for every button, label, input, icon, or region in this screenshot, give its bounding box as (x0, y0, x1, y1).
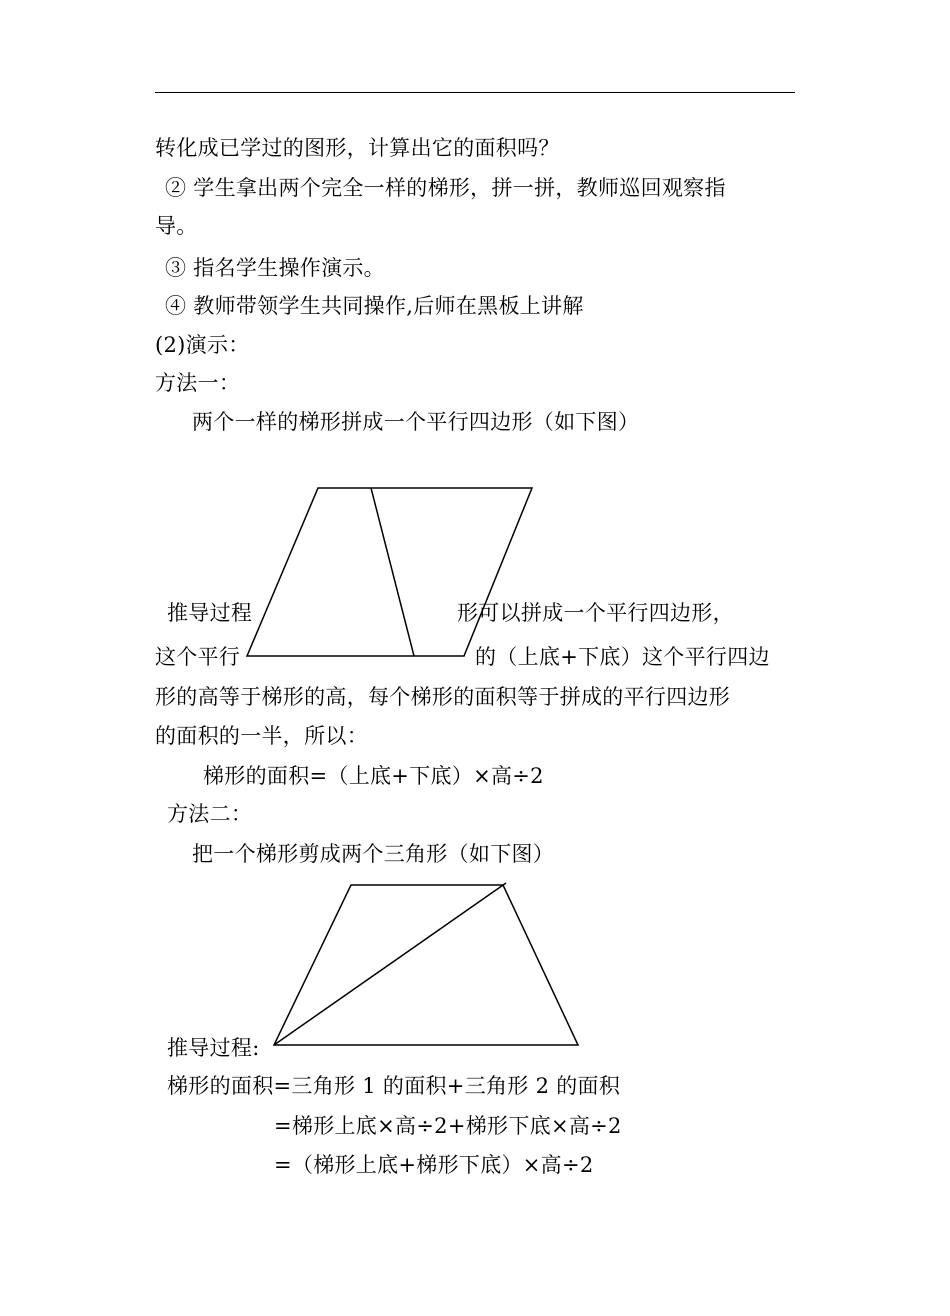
method-one-heading: 方法一： (155, 371, 241, 395)
text-line-5: ④ 教师带领学生共同操作,后师在黑板上讲解 (165, 294, 584, 318)
text-line-2: ② 学生拿出两个完全一样的梯形，拼一拼，教师巡回观察指 (165, 176, 726, 200)
parallelogram-outline (247, 488, 532, 656)
trapezoid-outline (274, 885, 578, 1045)
trapezoid-diagram (274, 883, 578, 1045)
derivation-line-1a: 推导过程 (167, 601, 253, 625)
text-line-4: ③ 指名学生操作演示。 (165, 256, 385, 280)
formula-one: 梯形的面积=（上底+下底）×高÷2 (203, 764, 544, 788)
derivation-two-heading: 推导过程: (167, 1036, 260, 1060)
method-two-heading: 方法二： (167, 802, 253, 826)
derivation-line-3: 形的高等于梯形的高，每个梯形的面积等于拼成的平行四边形 (155, 685, 731, 709)
trapezoid-diagonal (274, 883, 506, 1045)
derivation-line-2a: 这个平行 (155, 645, 241, 669)
derivation-line-4: 的面积的一半，所以： (155, 724, 368, 748)
text-line-1: 转化成已学过的图形，计算出它的面积吗？ (155, 136, 560, 160)
method-one-caption: 两个一样的梯形拼成一个平行四边形（如下图） (192, 410, 640, 434)
parallelogram-split-line (371, 488, 414, 656)
formula-two-line-3: =（梯形上底+梯形下底）×高÷2 (274, 1153, 594, 1177)
text-line-3: 导。 (155, 214, 198, 238)
derivation-line-1b: 形可以拼成一个平行四边形， (457, 601, 734, 625)
method-two-caption: 把一个梯形剪成两个三角形（如下图） (192, 842, 555, 866)
derivation-line-2b: 的（上底+下底）这个平行四边 (475, 645, 770, 669)
formula-two-line-2: =梯形上底×高÷2+梯形下底×高÷2 (274, 1114, 622, 1138)
text-line-6: (2)演示： (155, 333, 250, 357)
formula-two-line-1: 梯形的面积=三角形 1 的面积+三角形 2 的面积 (167, 1074, 621, 1098)
parallelogram-diagram (247, 488, 532, 656)
